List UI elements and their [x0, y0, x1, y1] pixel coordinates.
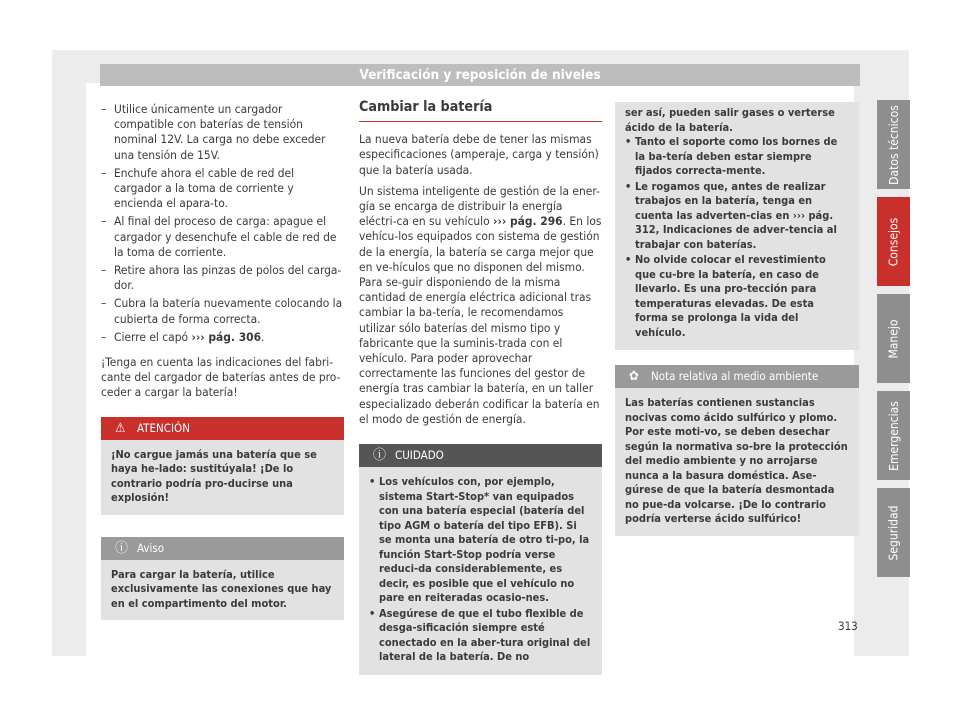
warning-box — [101, 417, 344, 515]
step-item: – Retire ahora las pinzas de polos del carga-dor. — [101, 263, 344, 293]
page-number: 313 — [838, 619, 858, 633]
environment-text: Las baterías contienen sustancias nocivas como ácido sulfúrico y plomo. Por este moti-vo, se deben desechar según la normativa so-bre la protección del medio ambiente y no arrojarse nunca a la basura doméstica. Ase-gúrese de que la batería desmontada no pue-da volcarse. ¡De lo contrario podría verterse ácido sulfúrico! — [615, 388, 859, 536]
step-item: – Cierre el capó ››› pág. 306. — [101, 330, 344, 345]
caution-item: • Le rogamos que, antes de realizar trabajos en la batería, tenga en cuenta las adverten-cias en ››› pág. 312, Indicaciones de adver-tencia al trabajar con baterías. — [625, 180, 849, 253]
aviso-title: Aviso — [137, 540, 165, 555]
step-item: – Al final del proceso de carga: apague el cargador y desenchufe el cable de red de la toma de corriente. — [101, 214, 344, 260]
warning-triangle-icon: ⚠ — [115, 420, 126, 436]
step-item: – Utilice únicamente un cargador compatible con baterías de tensión nominal 12V. La carga no debe exceder una tensión de 15V. — [101, 102, 344, 163]
caution-item: • Los vehículos con, por ejemplo, sistema Start-Stop* van equipados con una batería especial (batería del tipo AGM o batería del tipo EFB). Si se monta una batería de otro ti-po, la función Start-Stop podría verse reduci-da considerablemente, es decir, es posible que el vehículo no pare en reiteradas ocasio-nes. — [369, 475, 592, 606]
environment-icon: ✿ — [629, 368, 639, 384]
warning-text: ¡No cargue jamás una batería que se haya he-lado: sustitúyala! ¡De lo contrario podría pro-ducirse una explosión! — [101, 440, 344, 515]
tab-seguridad[interactable]: Seguridad — [877, 488, 910, 577]
caution-title: CUIDADO — [395, 447, 444, 462]
manufacturer-note: ¡Tenga en cuenta las indicaciones del fabri-cante del cargador de baterías antes de pro-ceder a cargar la batería! — [101, 355, 341, 400]
caution-continued: ser así, pueden salir gases o verterse ácido de la batería. • Tanto el soporte como los bornes de la ba-tería deben estar siempre fijados correcta-mente. • Le rogamos que, antes de realizar trabajos en la batería, tenga en cuenta las adverten-cias en ››› pág. 312, Indicaciones de adver-tencia al trabajar con baterías. • No olvide colocar el revestimiento que cu-bre la batería, en caso de llevarlo. Es una pro-tección para temperaturas elevadas. De esta forma se prolonga la vida del vehículo. — [615, 102, 859, 350]
aviso-text: Para cargar la batería, utilice exclusivamente las conexiones que hay en el compartimento del motor. — [101, 560, 344, 621]
warning-title: ATENCIÓN — [137, 420, 190, 435]
tab-emergencias[interactable]: Emergencias — [877, 391, 910, 480]
caution-item: • Tanto el soporte como los bornes de la ba-tería deben estar siempre fijados correcta-mente. — [625, 135, 849, 179]
paragraph: Un sistema inteligente de gestión de la ener-gía se encarga de distribuir la energía eléctri-ca en su vehículo ››› pág. 296. En los vehícu-los equipados con sistema de gestión de la energía, la batería se carga mejor que en ve-hículos que no disponen del mismo. Para se-guir disponiendo de la misma cantidad de energía eléctrica adicional tras cambiar la ba-tería, le recomendamos utilizar sólo baterías del mismo tipo y fabricante que la suminis-trada con el vehículo. Para poder aprovechar correctamente las funciones del gestor de energía tras cambiar la batería, en un taller especializado deberán codificar la batería en el modo de gestión de energía. — [359, 183, 602, 426]
column-left — [101, 102, 344, 620]
caution-item: • No olvide colocar el revestimiento que cu-bre la batería, en caso de llevarlo. Es una pro-tección para temperaturas elevadas. De esta forma se prolonga la vida del vehículo. — [625, 253, 849, 340]
tab-manejo[interactable]: Manejo — [877, 294, 910, 383]
paragraph: La nueva batería debe de tener las mismas especificaciones (amperaje, carga y tensión) que la batería usada. — [359, 132, 599, 177]
environment-note-box — [615, 365, 859, 536]
step-item: – Cubra la batería nuevamente colocando la cubierta de forma correcta. — [101, 296, 344, 326]
charging-steps — [101, 102, 344, 345]
environment-title: Nota relativa al medio ambiente — [651, 368, 819, 383]
tab-consejos[interactable]: Consejos — [877, 197, 910, 286]
column-middle — [359, 99, 602, 675]
caution-item: • Asegúrese de que el tubo flexible de desga-sificación siempre esté conectado en la aber-tura original del lateral de la batería. De no — [369, 607, 592, 665]
column-right — [615, 102, 859, 536]
aviso-box — [101, 537, 344, 621]
section-header: Verificación y reposición de niveles — [100, 64, 860, 86]
tab-datos-tecnicos[interactable]: Datos técnicos — [877, 100, 910, 189]
section-title: Cambiar la batería — [359, 100, 602, 122]
caution-icon: ⓘ — [373, 447, 387, 463]
caution-box — [359, 444, 602, 675]
page-reference-link[interactable]: ››› pág. 296 — [493, 214, 563, 229]
step-item: – Enchufe ahora el cable de red del cargador a la toma de corriente y encienda el apara-to. — [101, 166, 344, 212]
page-reference-link[interactable]: ››› pág. 306 — [191, 329, 262, 344]
info-icon: ⓘ — [115, 540, 129, 556]
